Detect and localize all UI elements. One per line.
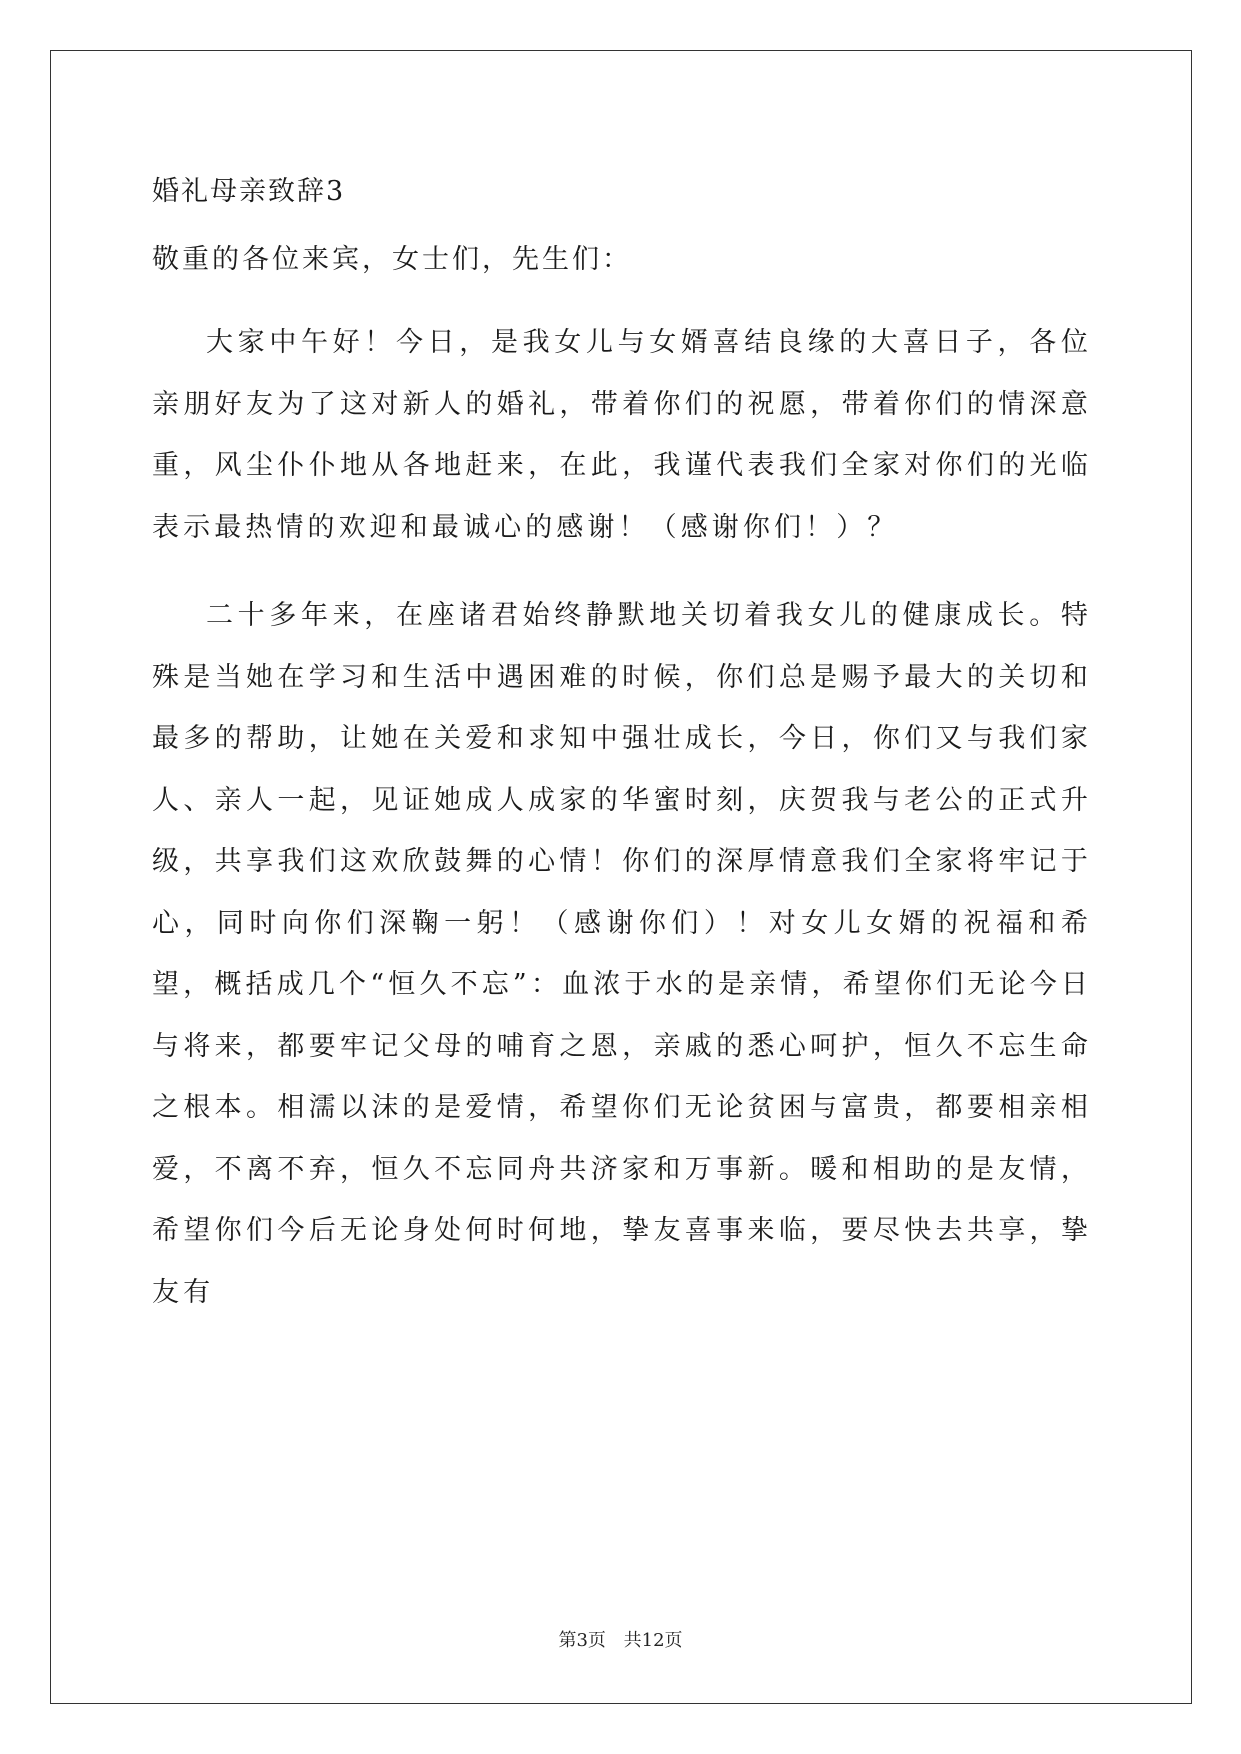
document-body — [152, 172, 1092, 1360]
document-title: 婚礼母亲致辞3 — [152, 176, 346, 207]
page-total: 共12页 — [623, 1630, 683, 1651]
page-number: 第3页 — [558, 1630, 606, 1651]
paragraph-2: 二十多年来，在座诸君始终静默地关切着我女儿的健康成长。特殊是当她在学习和生活中遇困难的时候，你们总是赐予最大的关切和最多的帮助，让她在关爱和求知中强壮成长，今日，你们又与我们家人、亲人一起，见证她成人成家的华蜜时刻，庆贺我与老公的正式升级，共享我们这欢欣鼓舞的心情！你们的深厚情意我们全家将牢记于心，同时向你们深鞠一躬！（感谢你们）！对女儿女婿的祝福和希望，概括成几个“恒久不忘”：血浓于水的是亲情，希望你们无论今日与将来，都要牢记父母的哺育之恩，亲戚的悉心呵护，恒久不忘生命之根本。相濡以沫的是爱情，希望你们无论贫困与富贵，都要相亲相爱，不离不弃，恒久不忘同舟共济家和万事新。暖和相助的是友情，希望你们今后无论身处何时何地，挚友喜事来临，要尽快去共享，挚友有 — [152, 600, 1092, 1308]
page-footer — [0, 1626, 1241, 1652]
salutation: 敬重的各位来宾，女士们，先生们： — [152, 244, 632, 275]
paragraph-1: 大家中午好！今日，是我女儿与女婿喜结良缘的大喜日子，各位亲朋好友为了这对新人的婚礼，带着你们的祝愿，带着你们的情深意重，风尘仆仆地从各地赶来，在此，我谨代表我们全家对你们的光临表示最热情的欢迎和最诚心的感谢！（感谢你们！）？ — [152, 327, 1092, 543]
